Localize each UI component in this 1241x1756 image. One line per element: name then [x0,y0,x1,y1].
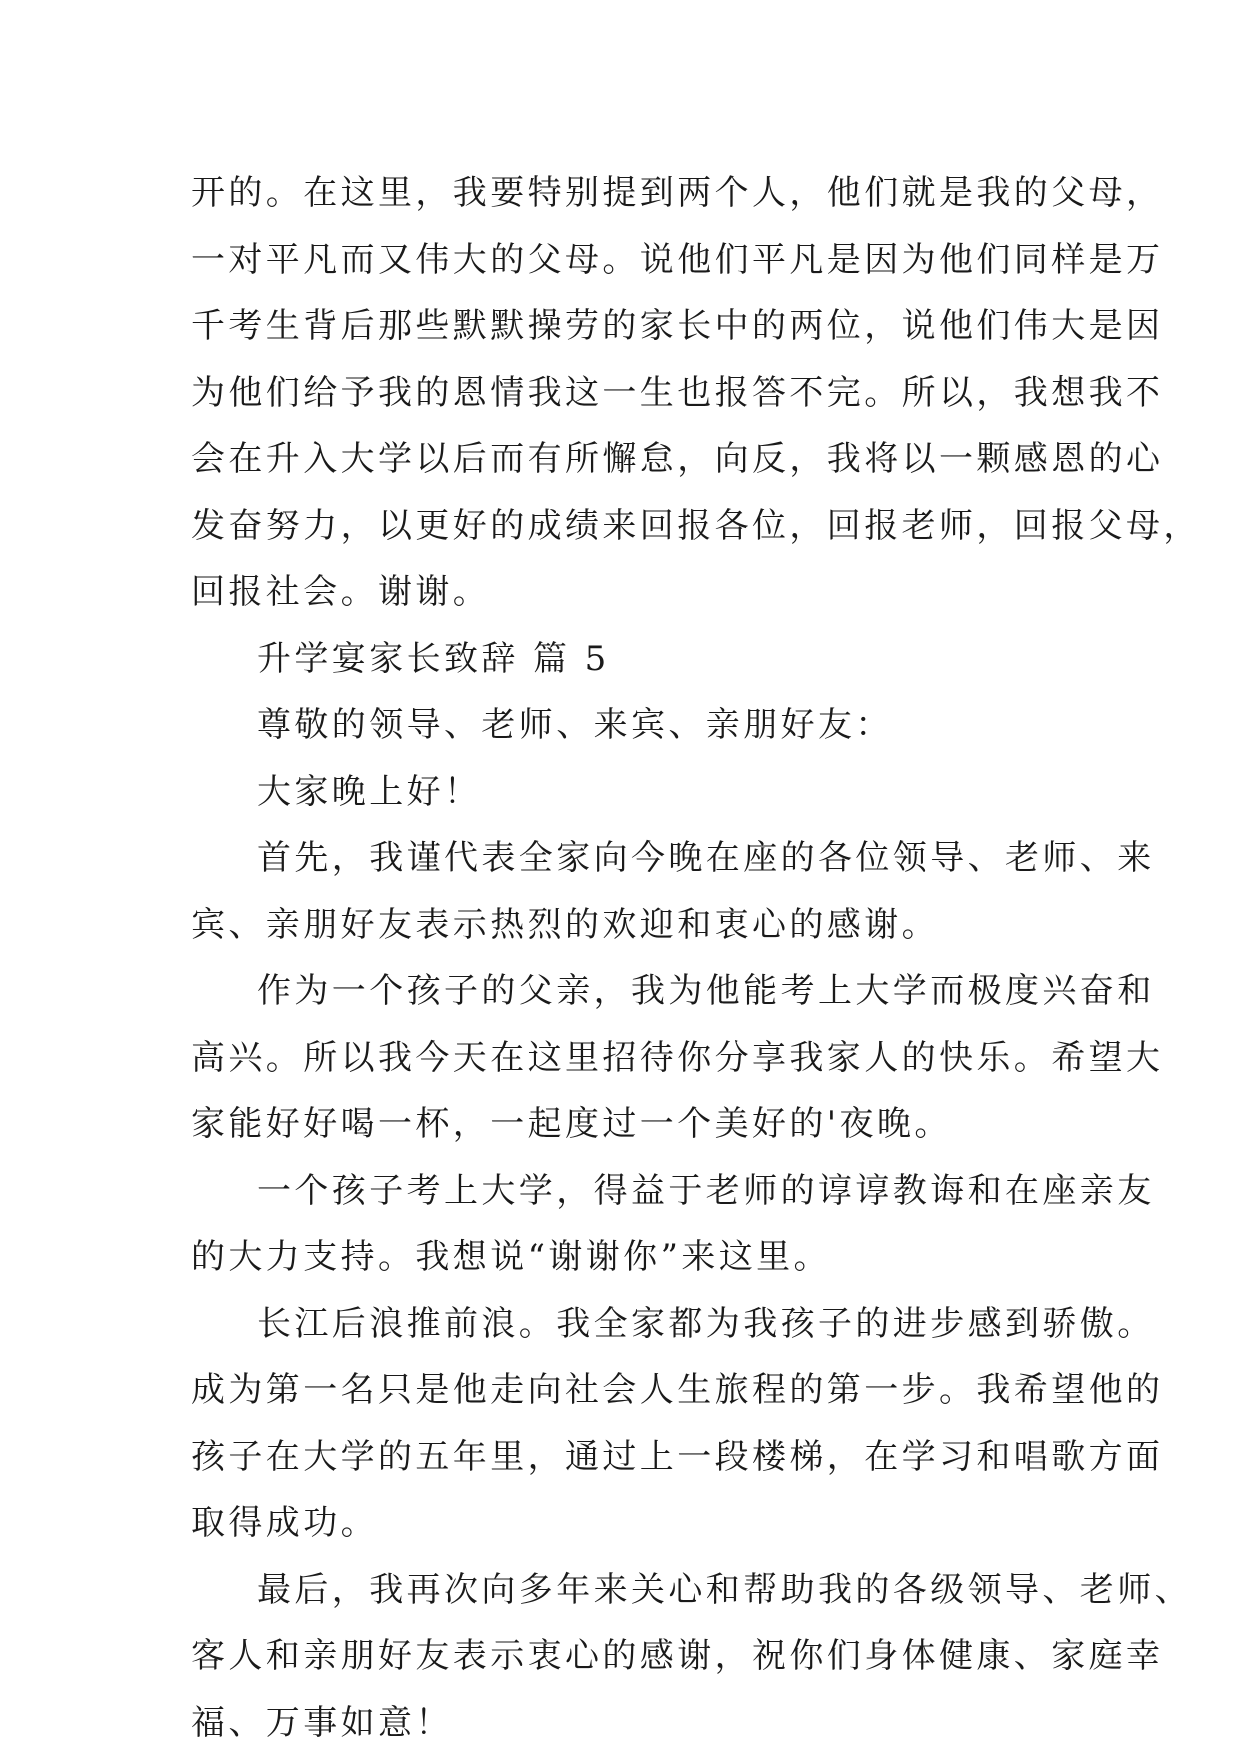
text-line: 福、万事如意！ [191,1690,1071,1756]
text-line: 会在升入大学以后而有所懈怠，向反，我将以一颗感恩的心 [191,426,1071,493]
text-line: 孩子在大学的五年里，通过上一段楼梯，在学习和唱歌方面 [191,1424,1071,1491]
text-line: 最后，我再次向多年来关心和帮助我的各级领导、老师、 [191,1557,1071,1624]
text-line: 首先，我谨代表全家向今晚在座的各位领导、老师、来 [191,825,1071,892]
text-line: 为他们给予我的恩情我这一生也报答不完。所以，我想我不 [191,360,1071,427]
document-body [191,160,1071,1756]
text-line: 高兴。所以我今天在这里招待你分享我家人的快乐。希望大 [191,1025,1071,1092]
text-line: 开的。在这里，我要特别提到两个人，他们就是我的父母， [191,160,1071,227]
text-line: 成为第一名只是他走向社会人生旅程的第一步。我希望他的 [191,1357,1071,1424]
text-line: 千考生背后那些默默操劳的家长中的两位，说他们伟大是因 [191,293,1071,360]
text-line: 的大力支持。我想说“谢谢你”来这里。 [191,1224,1071,1291]
text-line: 取得成功。 [191,1490,1071,1557]
greeting: 大家晚上好！ [191,759,1071,826]
text-line: 作为一个孩子的父亲，我为他能考上大学而极度兴奋和 [191,958,1071,1025]
text-line: 一对平凡而又伟大的父母。说他们平凡是因为他们同样是万 [191,227,1071,294]
text-line: 一个孩子考上大学，得益于老师的谆谆教诲和在座亲友 [191,1158,1071,1225]
text-line: 宾、亲朋好友表示热烈的欢迎和衷心的感谢。 [191,892,1071,959]
text-line: 发奋努力，以更好的成绩来回报各位，回报老师，回报父母， [191,493,1071,560]
text-line: 客人和亲朋好友表示衷心的感谢，祝你们身体健康、家庭幸 [191,1623,1071,1690]
text-line: 家能好好喝一杯，一起度过一个美好的'夜晚。 [191,1091,1071,1158]
section-heading: 升学宴家长致辞 篇 5 [191,626,1071,693]
text-line: 长江后浪推前浪。我全家都为我孩子的进步感到骄傲。 [191,1291,1071,1358]
text-line: 回报社会。谢谢。 [191,559,1071,626]
salutation: 尊敬的领导、老师、来宾、亲朋好友： [191,692,1071,759]
